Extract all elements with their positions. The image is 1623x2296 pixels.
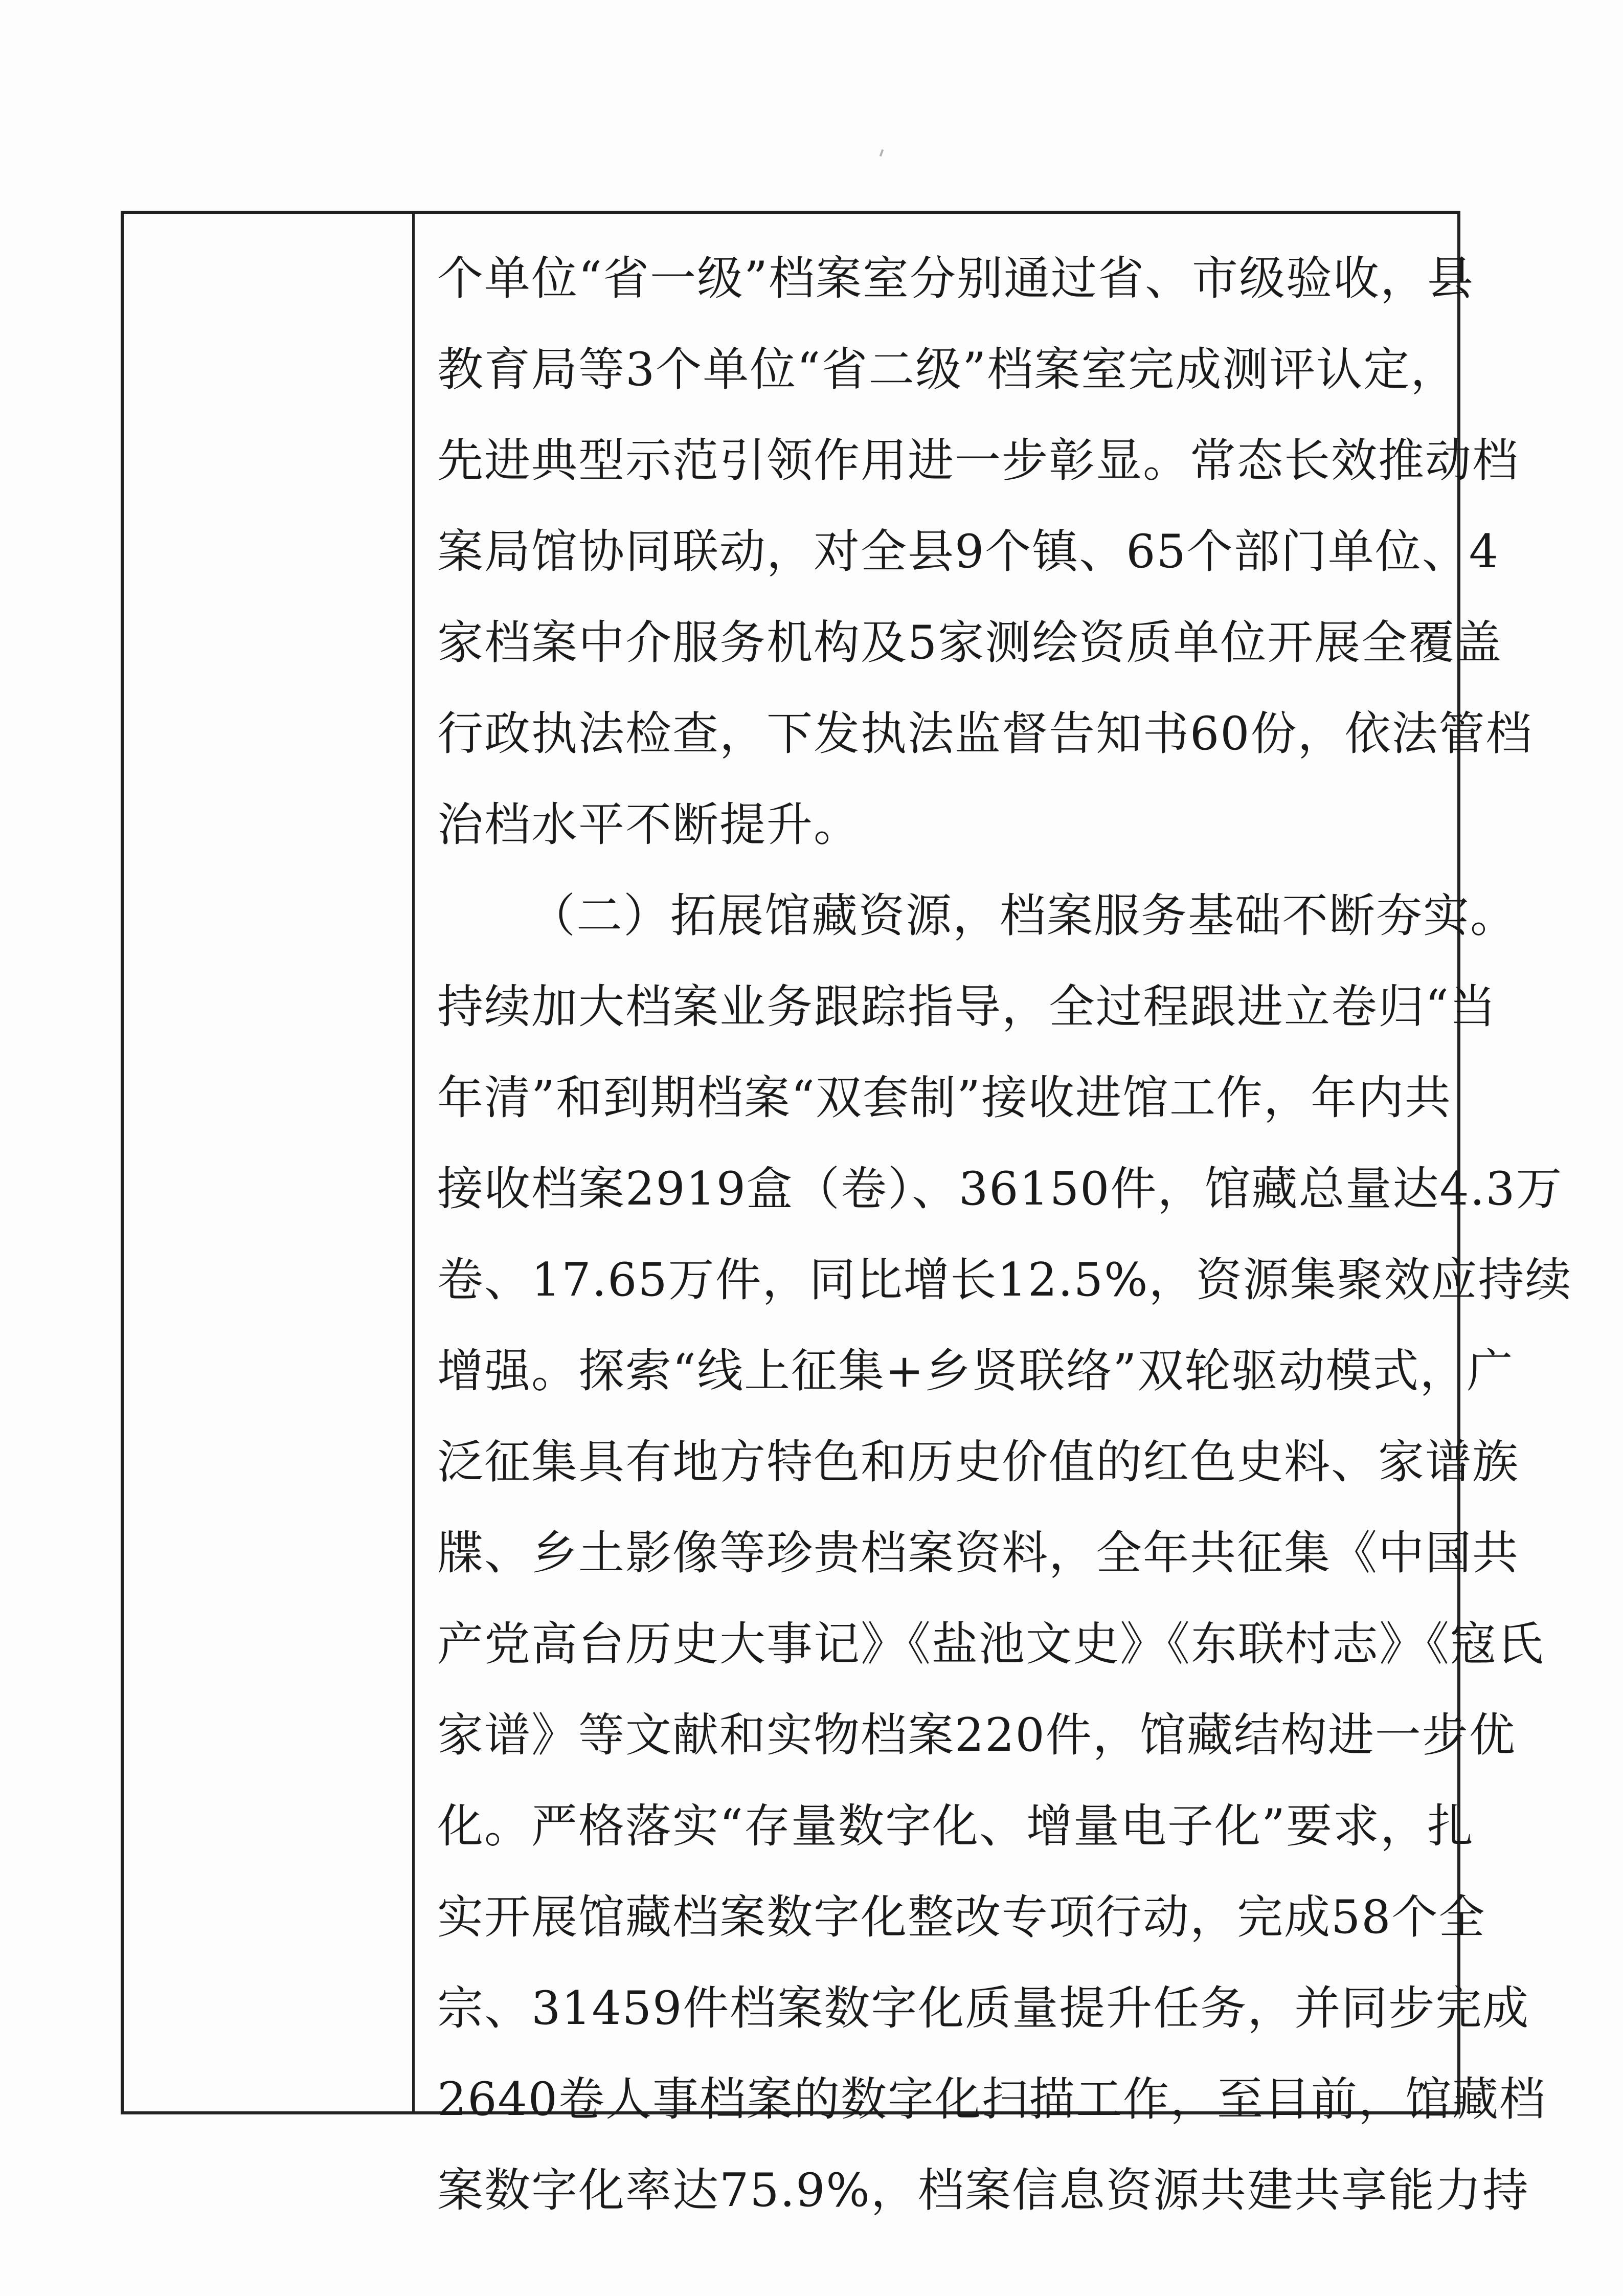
- form-table: [121, 211, 1572, 2217]
- left-label-cell: [124, 214, 412, 2111]
- text-line: 先进典型示范引领作用进一步彰显。常态长效推动档: [437, 434, 1519, 487]
- text-line: 治档水平不断提升。: [437, 798, 861, 852]
- text-line: 案局馆协同联动，对全县9个镇、65个部门单位、4: [437, 525, 1500, 578]
- text-line: 牒、乡土影像等珍贵档案资料，全年共征集《中国共: [437, 1526, 1519, 1580]
- text-line: 年清”和到期档案“双套制”接收进馆工作，年内共: [437, 1071, 1452, 1125]
- text-line: 持续加大档案业务跟踪指导，全过程跟进立卷归“当: [437, 980, 1497, 1034]
- text-line: 接收档案2919盒（卷）、36150件，馆藏总量达4.3万: [437, 1162, 1563, 1216]
- text-line: 增强。探索“线上征集+乡贤联络”双轮驱动模式，广: [437, 1344, 1514, 1398]
- text-line: 泛征集具有地方特色和历史价值的红色史料、家谱族: [437, 1435, 1519, 1489]
- text-line: 实开展馆藏档案数字化整改专项行动，完成58个全: [437, 1890, 1486, 1944]
- text-line: 2640卷人事档案的数字化扫描工作，至目前，馆藏档: [437, 2072, 1547, 2126]
- text-line: 产党高台历史大事记》《盐池文史》《东联村志》《寇氏: [437, 1617, 1544, 1671]
- text-line: 家档案中介服务机构及5家测绘资质单位开展全覆盖: [437, 616, 1503, 670]
- scan-speck: [880, 149, 884, 157]
- text-line: 宗、31459件档案数字化质量提升任务，并同步完成: [437, 1981, 1530, 2035]
- text-line: 卷、17.65万件，同比增长12.5%，资源集聚效应持续: [437, 1253, 1572, 1307]
- text-line: 教育局等3个单位“省二级”档案室完成测评认定，: [437, 343, 1458, 396]
- section-heading: （二）拓展馆藏资源，档案服务基础不断夯实。: [529, 889, 1517, 943]
- content-cell: [415, 214, 1572, 2217]
- text-line: 行政执法检查，下发执法监督告知书60份，依法管档: [437, 707, 1533, 761]
- text-line: 案数字化率达75.9%，档案信息资源共建共享能力持: [437, 2164, 1529, 2217]
- text-line: 家谱》等文献和实物档案220件，馆藏结构进一步优: [437, 1708, 1516, 1762]
- text-line: 个单位“省一级”档案室分别通过省、市级验收，县: [437, 252, 1475, 305]
- text-line: 化。严格落实“存量数字化、增量电子化”要求，扎: [437, 1799, 1475, 1853]
